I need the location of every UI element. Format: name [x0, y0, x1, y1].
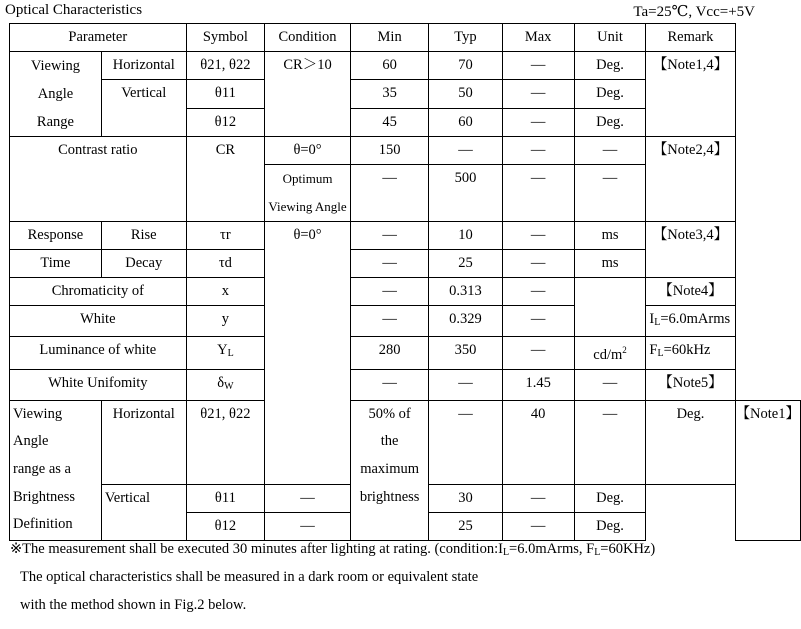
table-row [10, 52, 801, 80]
contrast-ratio-label: Contrast ratio [10, 137, 187, 222]
typ-cell: 40 [502, 400, 574, 484]
rise-label: Rise [101, 222, 186, 250]
table-row [10, 337, 801, 370]
max-cell: — [502, 137, 574, 165]
max-cell: — [502, 484, 574, 512]
typ-cell: 500 [429, 165, 502, 222]
col-condition-header: Condition [265, 24, 351, 52]
method-note: with the method shown in Fig.2 below. [20, 597, 247, 613]
symbol-cell: θ12 [186, 109, 265, 137]
condition-cell: θ=0° [265, 137, 351, 165]
decay-label: Decay [101, 250, 186, 278]
max-cell: — [502, 52, 574, 80]
max-cell: — [502, 165, 574, 222]
optical-characteristics-table [9, 23, 801, 541]
table-row [10, 222, 801, 250]
typ-cell: 50 [429, 80, 502, 109]
symbol-cell: x [186, 278, 265, 306]
max-cell: — [502, 109, 574, 137]
viewing-horizontal-label: Horizontal [101, 52, 186, 80]
symbol-cell: θ21, θ22 [186, 400, 265, 484]
fl-remark: $F_L=60kHz$ [646, 337, 735, 370]
typ-cell: 60 [429, 109, 502, 137]
brightness-remark: 【Note1】 [735, 400, 800, 540]
viewing-condition: CR＞10 [265, 52, 351, 137]
table-row [10, 369, 801, 400]
min-cell: 35 [350, 80, 428, 109]
luminance-unit: $cd/m^2$ [574, 337, 646, 370]
unit-cell: — [574, 165, 646, 222]
contrast-ratio-symbol: CR [186, 137, 265, 222]
uniformity-symbol: $\delta_W$ [186, 369, 265, 400]
min-cell: — [429, 400, 502, 484]
chromaticity-label: Chromaticity of [10, 278, 187, 306]
response-time-label: Response [10, 222, 102, 250]
contrast-ratio-remark: 【Note2,4】 [646, 137, 735, 222]
table-row [10, 306, 801, 337]
unit-cell: Deg. [574, 52, 646, 80]
viewing-angle-label: Viewing Angle Range [10, 52, 102, 137]
typ-cell: 0.313 [429, 278, 502, 306]
unit-cell: Deg. [574, 484, 646, 512]
min-cell: — [350, 278, 428, 306]
col-max-header: Max [502, 24, 574, 52]
min-cell: 150 [350, 137, 428, 165]
brightness-range-label: Viewing Angle range as a Brightness Definition [10, 400, 102, 540]
min-cell: — [350, 222, 428, 250]
response-remark: 【Note3,4】 [646, 222, 735, 278]
unit-cell: Deg. [574, 109, 646, 137]
dark-room-note: The optical characteristics shall be measured in a dark room or equivalent state [20, 569, 479, 585]
brightness-horizontal-label: Horizontal [101, 400, 186, 484]
symbol-cell: θ11 [186, 484, 265, 512]
unit-cell: Deg. [574, 80, 646, 109]
unit-cell: ms [574, 222, 646, 250]
max-cell: — [502, 337, 574, 370]
luminance-label: Luminance of white [10, 337, 187, 370]
min-cell: — [350, 306, 428, 337]
col-remark-header: Remark [646, 24, 735, 52]
symbol-cell: θ21, θ22 [186, 52, 265, 80]
brightness-condition: 50% of the maximum brightness [350, 400, 428, 540]
section-title: Optical Characteristics [5, 2, 143, 18]
unit-cell: Deg. [574, 512, 646, 540]
typ-cell: — [429, 137, 502, 165]
col-parameter-header: Parameter [10, 24, 187, 52]
max-cell: — [574, 400, 646, 484]
col-typ-header: Typ [429, 24, 502, 52]
typ-cell: 0.329 [429, 306, 502, 337]
min-cell: — [350, 369, 428, 400]
max-cell: — [502, 222, 574, 250]
unit-cell: ms [574, 250, 646, 278]
symbol-cell: θ11 [186, 80, 265, 109]
typ-cell: 25 [429, 512, 502, 540]
luminance-symbol: $Y_L$ [186, 337, 265, 370]
col-unit-header: Unit [574, 24, 646, 52]
optimum-condition: Optimum Viewing Angle [265, 165, 351, 222]
symbol-cell: τr [186, 222, 265, 250]
uniformity-remark: 【Note5】 [646, 369, 735, 400]
response-condition: θ=0° [265, 222, 351, 485]
min-cell: 280 [350, 337, 428, 370]
response-time-label-2: Time [10, 250, 102, 278]
symbol-cell: y [186, 306, 265, 337]
min-cell: — [350, 165, 428, 222]
chromaticity-remark: 【Note4】 [646, 278, 735, 306]
table-row [10, 278, 801, 306]
typ-cell: 30 [429, 484, 502, 512]
unit-cell: — [574, 137, 646, 165]
typ-cell: 70 [429, 52, 502, 80]
max-cell: 1.45 [502, 369, 574, 400]
min-cell: — [350, 250, 428, 278]
min-cell: — [265, 484, 351, 512]
min-cell: 60 [350, 52, 428, 80]
min-cell: — [265, 512, 351, 540]
typ-cell: 10 [429, 222, 502, 250]
max-cell: — [502, 250, 574, 278]
test-conditions: Ta=25℃, Vcc=+5V [633, 4, 755, 20]
il-remark: $I_L=6.0mArms$ [646, 306, 735, 337]
viewing-vertical-label: Vertical [101, 80, 186, 137]
min-cell: 45 [350, 109, 428, 137]
table-row [10, 400, 801, 428]
col-symbol-header: Symbol [186, 24, 265, 52]
unit-cell: — [574, 369, 646, 400]
typ-cell: 350 [429, 337, 502, 370]
max-cell: — [502, 278, 574, 306]
col-min-header: Min [350, 24, 428, 52]
symbol-cell: τd [186, 250, 265, 278]
table-header-row [10, 24, 801, 52]
unit-cell [574, 278, 646, 337]
chromaticity-label-2: White [10, 306, 187, 337]
max-cell: — [502, 512, 574, 540]
max-cell: — [502, 306, 574, 337]
typ-cell: — [429, 369, 502, 400]
measurement-note: ※The measurement shall be executed 30 minutes after lighting at rating. ($condition:I_L=6.0mArms$, $F_L=60KHz$) [10, 541, 656, 558]
typ-cell: 25 [429, 250, 502, 278]
unit-cell: Deg. [646, 400, 735, 484]
brightness-vertical-label: Vertical [101, 484, 186, 540]
viewing-remark: 【Note1,4】 [646, 52, 735, 137]
max-cell: — [502, 80, 574, 109]
uniformity-label: White Unifomity [10, 369, 187, 400]
symbol-cell: θ12 [186, 512, 265, 540]
table-row [10, 137, 801, 165]
